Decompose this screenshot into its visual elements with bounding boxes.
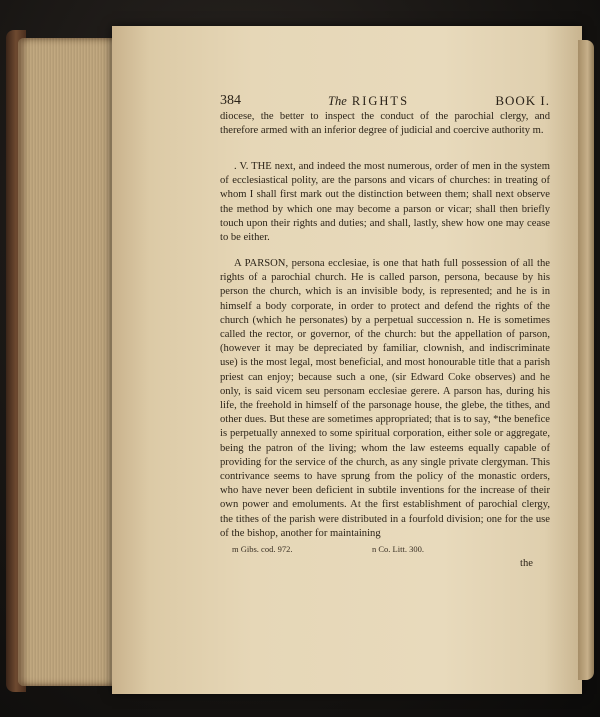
running-header (220, 93, 550, 109)
title-prefix: The (328, 94, 347, 108)
footnote-n: n Co. Litt. 300. (372, 544, 424, 554)
running-title (328, 94, 409, 109)
page-number: 384 (220, 93, 241, 108)
paragraph-2: . V. THE next, and indeed the most numerous, order of men in the system of ecclesiastical polity, are the parsons and vicars of churches: in treating of whom I shall first mark out the distinction between them; shall next observe the method by which one may become a parson or vicar; shall then briefly touch upon their rights and duties; and shall, lastly, shew how one may cease to be either. (220, 161, 550, 244)
catchword: the (520, 558, 533, 569)
title-word: RIGHTS (351, 94, 410, 108)
footnote-m: m Gibs. cod. 972. (232, 544, 293, 554)
book-label: BOOK I. (495, 93, 550, 108)
page-fore-edge (18, 38, 122, 686)
paragraph-1: diocese, the better to inspect the conduct of the parochial clergy, and therefore armed with an inferior degree of judicial and coercive authority m. (220, 111, 550, 137)
paragraph-3: A PARSON, persona ecclesiae, is one that hath full possession of all the rights of a parochial church. He is called parson, persona, because by his person the church, which is an invisible body, is represented; and he is in himself a body corporate, in order to protect and defend the rights of the church (which he personates) by a perpetual succession n. He is sometimes called the rector, or governor, of the church: but the appellation of parson, (however it may be depreciated by familiar, clownish, and indiscriminate use) is the most legal, most beneficial, and most honourable title that a parish priest can enjoy; because such a one, (sir Edward Coke observes) and he only, is said vicem seu personam ecclesiae gerere. A parson has, during his life, the freehold in himself of the parsonage house, the glebe, the tithes, and other dues. But these are sometimes appropriated; that is to say, *the benefice is perpetually annexed to some spiritual corporation, either sole or aggregate, being the patron of the living; whom the law esteems equally capable of providing for the service of the church, as any single private clergyman. This contrivance seems to have sprung from the policy of the monastic orders, who have never been deficient in subtile inventions for the increase of their own power and emoluments. At the first establishment of parochial clergy, the tithes of the parish were distributed in a fourfold division; one for the use of the bishop, another for maintaining (220, 258, 550, 539)
right-page-edge (578, 40, 594, 680)
